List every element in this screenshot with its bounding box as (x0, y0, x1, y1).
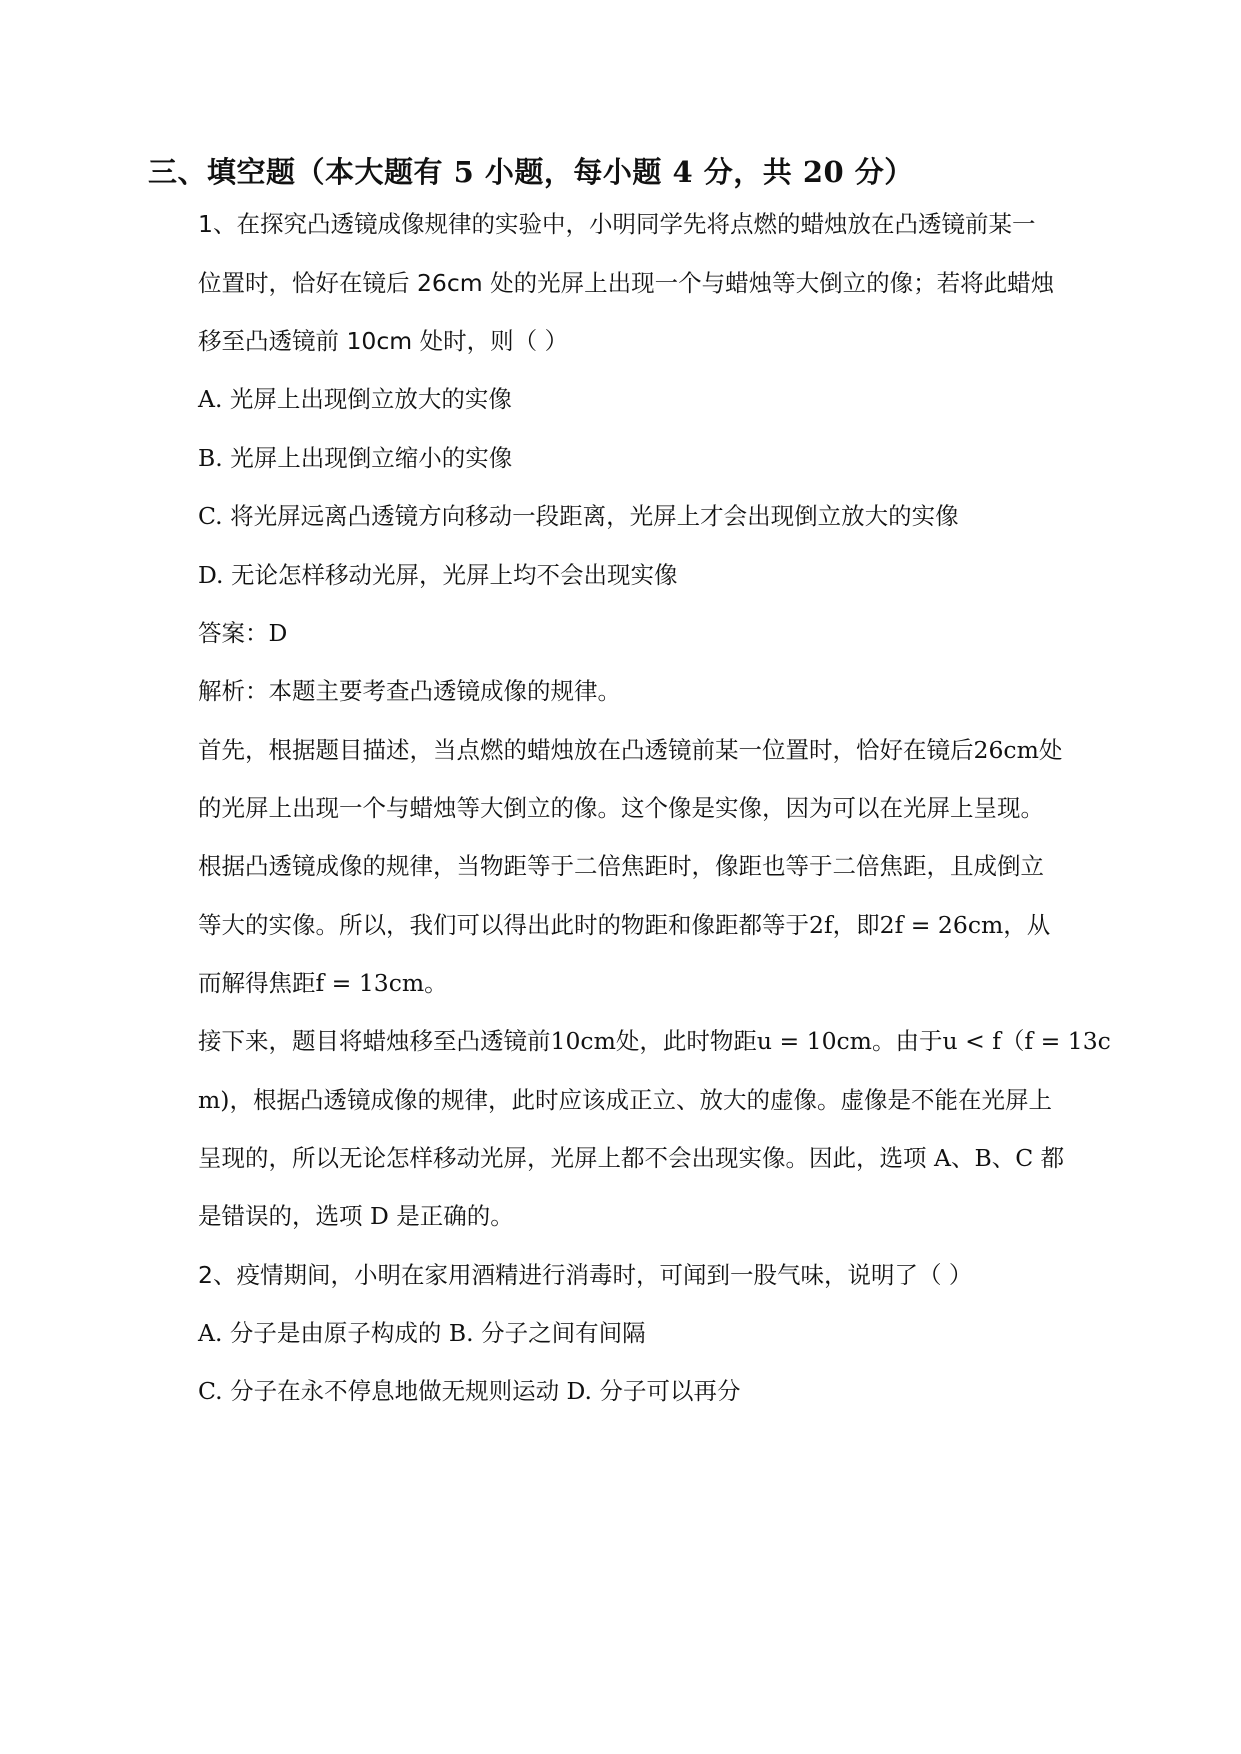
q1-analysis-line-10: 是错误的，选项 D 是正确的。 (198, 1202, 514, 1230)
section-heading: 三、填空题（本大题有 5 小题，每小题 4 分，共 20 分） (148, 155, 914, 189)
q1-analysis-line-4: 根据凸透镜成像的规律，当物距等于二倍焦距时，像距也等于二倍焦距，且成倒立 (198, 852, 1044, 880)
q2-stem: 2、疫情期间，小明在家用酒精进行消毒时，可闻到一股气味，说明了（ ） (198, 1261, 973, 1289)
q1-answer: 答案：D (198, 619, 288, 647)
q1-analysis-line-5: 等大的实像。所以，我们可以得出此时的物距和像距都等于2f，即2f = 26cm，从 (198, 911, 1051, 939)
q2-options-line-1: A. 分子是由原子构成的 B. 分子之间有间隔 (198, 1319, 646, 1347)
q1-analysis-line-6: 而解得焦距f = 13cm。 (198, 969, 448, 997)
q1-option-d: D. 无论怎样移动光屏，光屏上均不会出现实像 (198, 561, 678, 589)
q1-stem-line-3: 移至凸透镜前 10cm 处时，则（ ） (198, 327, 569, 355)
q1-stem-line-1: 1、在探究凸透镜成像规律的实验中，小明同学先将点燃的蜡烛放在凸透镜前某一 (198, 210, 1036, 238)
q1-analysis-line-7: 接下来，题目将蜡烛移至凸透镜前10cm处，此时物距u = 10cm。由于u < f（f = 13c (198, 1027, 1111, 1055)
q1-option-b: B. 光屏上出现倒立缩小的实像 (198, 444, 513, 472)
q2-options-line-2: C. 分子在永不停息地做无规则运动 D. 分子可以再分 (198, 1377, 741, 1405)
q1-analysis-line-9: 呈现的，所以无论怎样移动光屏，光屏上都不会出现实像。因此，选项 A、B、C 都 (198, 1144, 1065, 1172)
q1-option-a: A. 光屏上出现倒立放大的实像 (198, 385, 512, 413)
q1-analysis-line-8: m)，根据凸透镜成像的规律，此时应该成正立、放大的虚像。虚像是不能在光屏上 (198, 1086, 1052, 1114)
q1-analysis-line-3: 的光屏上出现一个与蜡烛等大倒立的像。这个像是实像，因为可以在光屏上呈现。 (198, 794, 1044, 822)
q1-analysis-line-2: 首先，根据题目描述，当点燃的蜡烛放在凸透镜前某一位置时，恰好在镜后26cm处 (198, 736, 1063, 764)
q1-stem-line-2: 位置时，恰好在镜后 26cm 处的光屏上出现一个与蜡烛等大倒立的像；若将此蜡烛 (198, 269, 1055, 297)
q1-option-c: C. 将光屏远离凸透镜方向移动一段距离，光屏上才会出现倒立放大的实像 (198, 502, 959, 530)
q1-analysis-line-1: 解析：本题主要考查凸透镜成像的规律。 (198, 677, 621, 705)
